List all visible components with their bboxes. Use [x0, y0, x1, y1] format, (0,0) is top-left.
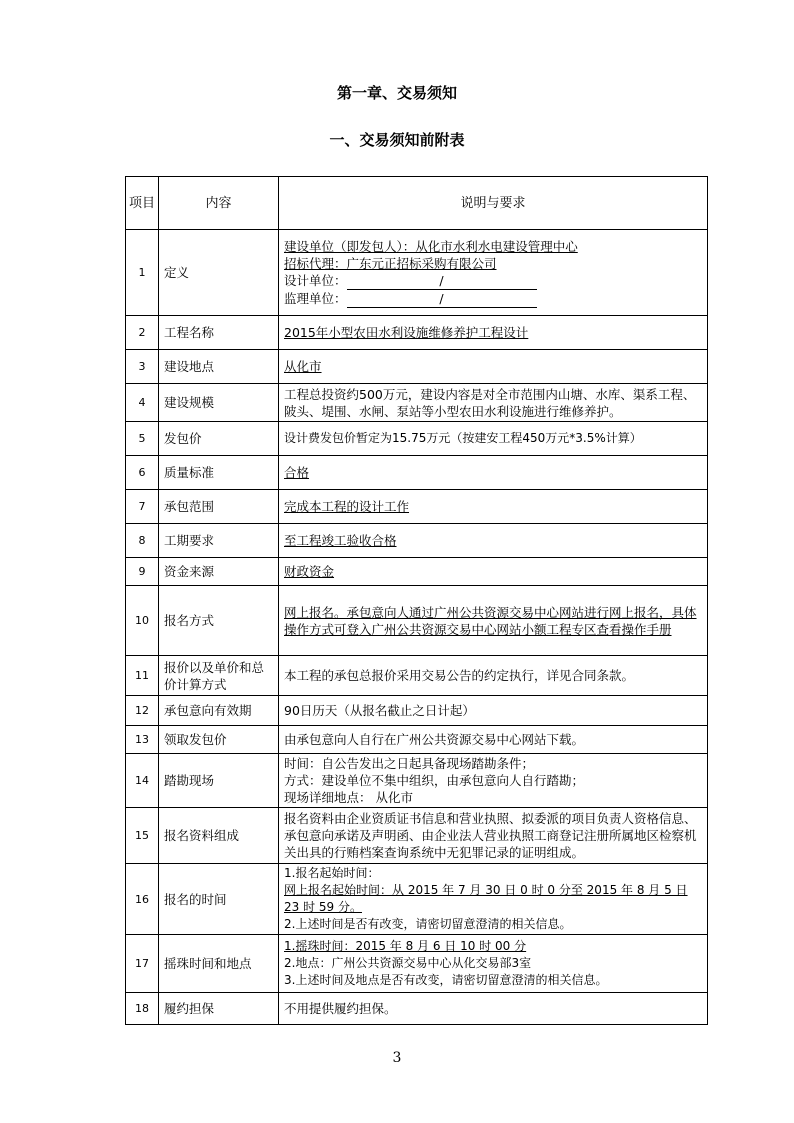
- desc-line: 招标代理：广东元正招标采购有限公司: [284, 255, 497, 271]
- row-no: 9: [126, 558, 159, 586]
- row-desc: [279, 754, 708, 808]
- desc-line: 2.地点：广州公共资源交易中心从化交易部3室: [284, 956, 532, 970]
- row-item: 资金来源: [159, 558, 279, 586]
- desc-line: 监理单位： /: [284, 290, 702, 308]
- row-item: 履约担保: [159, 993, 279, 1025]
- row-no: 2: [126, 316, 159, 350]
- table-row: [126, 558, 708, 586]
- row-desc: 报名资料由企业资质证书信息和营业执照、拟委派的项目负责人资格信息、承包意向承诺及声明函、由企业法人营业执照工商登记注册所属地区检察机关出具的行贿档案查询系统中无犯罪记录的证明组成。: [279, 808, 708, 864]
- table-row: [126, 993, 708, 1025]
- table-row: [126, 456, 708, 490]
- row-desc: 本工程的承包总报价采用交易公告的约定执行，详见合同条款。: [279, 656, 708, 696]
- row-item: 报名方式: [159, 586, 279, 656]
- table-row: [126, 808, 708, 864]
- row-no: 14: [126, 754, 159, 808]
- section-title: 一、交易须知前附表: [329, 131, 465, 149]
- row-item: 工程名称: [159, 316, 279, 350]
- row-item: 领取发包价: [159, 726, 279, 754]
- row-desc: 2015年小型农田水利设施维修养护工程设计: [279, 316, 708, 350]
- row-desc: 从化市: [279, 350, 708, 384]
- desc-line: 2.上述时间是否有改变，请密切留意澄清的相关信息。: [284, 917, 572, 931]
- desc-line: 时间：自公告发出之日起具备现场踏勘条件；: [284, 756, 535, 771]
- desc-line: 1.报名起始时间：: [284, 866, 380, 880]
- table-row: [126, 696, 708, 726]
- table-row: [126, 726, 708, 754]
- table-header-row: [126, 177, 708, 230]
- desc-line: 现场详细地点： 从化市: [284, 790, 413, 805]
- row-no: 17: [126, 935, 159, 993]
- table-row: [126, 864, 708, 935]
- row-desc: 网上报名。承包意向人通过广州公共资源交易中心网站进行网上报名，具体操作方式可登入广州公共资源交易中心网站小额工程专区查看操作手册: [279, 586, 708, 656]
- row-item: 摇珠时间和地点: [159, 935, 279, 993]
- table-row: [126, 586, 708, 656]
- row-desc: 设计费发包价暂定为15.75万元（按建安工程450万元*3.5%计算）: [279, 422, 708, 456]
- table-row: [126, 490, 708, 524]
- table-row: [126, 524, 708, 558]
- table-row: [126, 230, 708, 316]
- table-row: [126, 935, 708, 993]
- row-desc: 90日历天（从报名截止之日计起）: [279, 696, 708, 726]
- row-desc: 合格: [279, 456, 708, 490]
- row-item: 承包意向有效期: [159, 696, 279, 726]
- row-item: 工期要求: [159, 524, 279, 558]
- row-desc: 不用提供履约担保。: [279, 993, 708, 1025]
- table-row: [126, 754, 708, 808]
- desc-line: 方式：建设单位不集中组织，由承包意向人自行踏勘；: [284, 773, 585, 788]
- row-desc: 由承包意向人自行在广州公共资源交易中心网站下载。: [279, 726, 708, 754]
- row-item: 报价以及单价和总价计算方式: [159, 656, 279, 696]
- row-no: 16: [126, 864, 159, 935]
- header-item: 内容: [159, 177, 279, 230]
- row-no: 5: [126, 422, 159, 456]
- desc-line: 建设单位（即发包人）：从化市水利水电建设管理中心: [284, 238, 578, 254]
- table-row: [126, 656, 708, 696]
- row-item: 报名的时间: [159, 864, 279, 935]
- desc-line: 网上报名起始时间：从 2015 年 7 月 30 日 0 时 0 分至 2015 年 8 月 5 日 23 时 59 分。: [284, 883, 688, 914]
- row-desc: 完成本工程的设计工作: [279, 490, 708, 524]
- row-desc: [279, 230, 708, 316]
- row-no: 13: [126, 726, 159, 754]
- header-no: 项目: [126, 177, 159, 230]
- row-no: 12: [126, 696, 159, 726]
- page-number: 3: [392, 1050, 402, 1066]
- row-item: 报名资料组成: [159, 808, 279, 864]
- row-no: 3: [126, 350, 159, 384]
- header-desc: 说明与要求: [279, 177, 708, 230]
- row-no: 18: [126, 993, 159, 1025]
- row-no: 7: [126, 490, 159, 524]
- table-row: [126, 422, 708, 456]
- row-item: 承包范围: [159, 490, 279, 524]
- table-row: [126, 350, 708, 384]
- requirements-table: [125, 176, 708, 1025]
- row-desc: 工程总投资约500万元，建设内容是对全市范围内山塘、水库、渠系工程、陂头、堤围、水闸、泵站等小型农田水利设施进行维修养护。: [279, 384, 708, 422]
- desc-line: 1.摇珠时间：2015 年 8 月 6 日 10 时 00 分: [284, 939, 527, 953]
- row-desc: 财政资金: [279, 558, 708, 586]
- row-desc: 至工程竣工验收合格: [279, 524, 708, 558]
- row-no: 1: [126, 230, 159, 316]
- row-item: 定义: [159, 230, 279, 316]
- row-item: 踏勘现场: [159, 754, 279, 808]
- row-desc: [279, 935, 708, 993]
- row-item: 发包价: [159, 422, 279, 456]
- table-row: [126, 384, 708, 422]
- row-no: 4: [126, 384, 159, 422]
- row-item: 质量标准: [159, 456, 279, 490]
- row-desc: [279, 864, 708, 935]
- chapter-title: 第一章、交易须知: [336, 84, 457, 102]
- desc-line: 设计单位： /: [284, 272, 702, 290]
- table-row: [126, 316, 708, 350]
- row-no: 15: [126, 808, 159, 864]
- row-no: 8: [126, 524, 159, 558]
- row-item: 建设规模: [159, 384, 279, 422]
- row-item: 建设地点: [159, 350, 279, 384]
- desc-line: 3.上述时间及地点是否有改变，请密切留意澄清的相关信息。: [284, 973, 608, 987]
- row-no: 10: [126, 586, 159, 656]
- row-no: 11: [126, 656, 159, 696]
- row-no: 6: [126, 456, 159, 490]
